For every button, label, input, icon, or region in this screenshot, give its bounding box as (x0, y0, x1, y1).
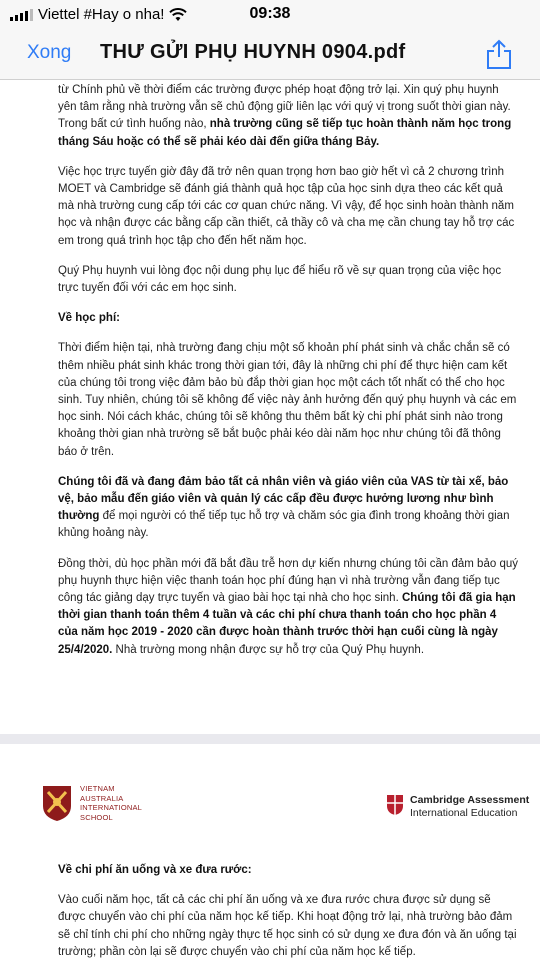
paragraph: Quý Phụ huynh vui lòng đọc nội dung phụ lục để hiểu rõ về sự quan trọng của việc học trực tuyến đối với các em học sinh. (58, 264, 502, 295)
paragraph-text: Nhà trường mong nhận được sự hỗ trợ của Quý Phụ huynh. (112, 643, 425, 656)
paragraph-bold-text: Chúng tôi đã và đang đảm bảo tất cả nhân viên và giáo viên của VAS từ tài xế, bảo vệ, bảo mẫu đến giáo viên và quản lý các cấp đều được hưởng lương như bình thường (58, 475, 509, 523)
paragraph-bold-text: Chúng tôi đã gia hạn thời gian thanh toán thêm 4 tuần và các chi phí chưa thanh toán cho học phần 4 của năm học 2019 - 2020 cần được hoàn thành trước thời hạn cuối cùng là ngày 25/4/2020. (58, 592, 516, 656)
cambridge-logo-line: International Education (410, 806, 518, 819)
cambridge-logo (386, 794, 529, 819)
paragraph-text: Đồng thời, dù học phần mới đã bắt đầu trễ hơn dự kiến nhưng chúng tôi cần đảm bảo quý phụ huynh thực hiện việc thanh toán học phí đúng hạn vì nhà trường vẫn đang tiếp tục công tác giảng dạy trực tuyến và giao bài học tại nhà cho học sinh. (58, 557, 518, 605)
paragraph-text: từ Chính phủ về thời điểm các trường được phép hoạt động trở lại. Xin quý phụ huynh yên tâm rằng nhà trường vẫn sẽ chủ động giữ liên lạc với quý vị trong suốt thời gian này. Trong bất cứ tình huống nào, (58, 84, 511, 131)
cambridge-shield-icon (386, 794, 404, 816)
paragraph: Việc học trực tuyến giờ đây đã trở nên quan trọng hơn bao giờ hết vì cả 2 chương trình MOET và Cambridge sẽ đánh giá thành quả học tập của học sinh dựa theo các kết quả mà nhà trường cung cấp tới các cơ quan chức năng. Vì vậy, để học sinh hoàn thành năm học và nhận được các bằng cấp cần thiết, cả thầy cô và cha mẹ cần chung tay hỗ trợ các em trong quá trình học tập cho đến hết năm học. (58, 165, 515, 247)
paragraph (58, 474, 518, 543)
share-icon[interactable] (484, 38, 514, 70)
clock: 09:38 (249, 5, 291, 22)
page-content (58, 82, 518, 672)
paragraph (58, 82, 518, 151)
document-title: THƯ GỬI PHỤ HUYNH 0904.pdf (100, 41, 406, 63)
vas-crest-icon (40, 784, 74, 822)
vas-logo-line: AUSTRALIA (80, 793, 124, 803)
vas-logo-line: VIETNAM (80, 784, 115, 793)
section-heading: Về học phí: (58, 312, 120, 325)
pdf-page (0, 744, 540, 960)
paragraph: Thời điểm hiện tại, nhà trường đang chịu một số khoản phí phát sinh và chắc chắn sẽ có thêm nhiều phát sinh khác trong thời gian tới, đây là những chi phí để thực hiện cam kết của chúng tôi trong việc đảm bảo bù đắp thời gian học một cách tốt nhất có thể cho học sinh. Tuy nhiên, chúng tôi sẽ không để việc này ảnh hưởng đến quý phụ huynh và các em học sinh. Nói cách khác, chúng tôi sẽ không thu thêm bất kỳ chi phí phát sinh nào trong khoảng thời gian nhà trường sẽ bắt buộc phải kéo dài năm học như chúng tôi đã thông báo ở trên. (58, 342, 517, 458)
section-heading: Về chi phí ăn uống và xe đưa rước: (58, 864, 252, 876)
pdf-page (0, 80, 540, 734)
carrier-label: Viettel #Hay o nha! (38, 6, 165, 23)
paragraph-bold-text: nhà trường cũng sẽ tiếp tục hoàn thành năm học trong tháng Sáu hoặc có thể sẽ phải kéo dài đến giữa tháng Bảy. (58, 118, 512, 148)
paragraph-text: để mọi người có thể tiếp tục hỗ trợ và chăm sóc gia đình trong khoảng thời gian khủng hoảng này. (58, 510, 510, 540)
cambridge-logo-line: Cambridge Assessment (410, 794, 530, 806)
nav-bar (0, 28, 540, 80)
vas-logo (40, 784, 142, 822)
done-button[interactable]: Xong (27, 42, 72, 63)
cambridge-logo-text (410, 794, 529, 819)
paragraph: Vào cuối năm học, tất cả các chi phí ăn uống và xe đưa rước chưa được sử dụng sẽ được chuyển vào chi phí của năm học kế tiếp. Khi hoạt động trở lại, nhà trường bảo đảm sẽ chỉ tính chi phí cho những ngày thực tế học sinh có sử dụng xe đưa đón và ăn uống tại trường; phần còn lại sẽ được chuyển vào chi phí của năm học kế tiếp. (58, 894, 517, 958)
status-bar (0, 0, 540, 28)
vas-logo-text (80, 784, 142, 822)
vas-logo-line: INTERNATIONAL (80, 803, 143, 812)
paragraph (58, 556, 518, 659)
page-content (58, 862, 518, 960)
vas-logo-line: SCHOOL (80, 812, 113, 822)
